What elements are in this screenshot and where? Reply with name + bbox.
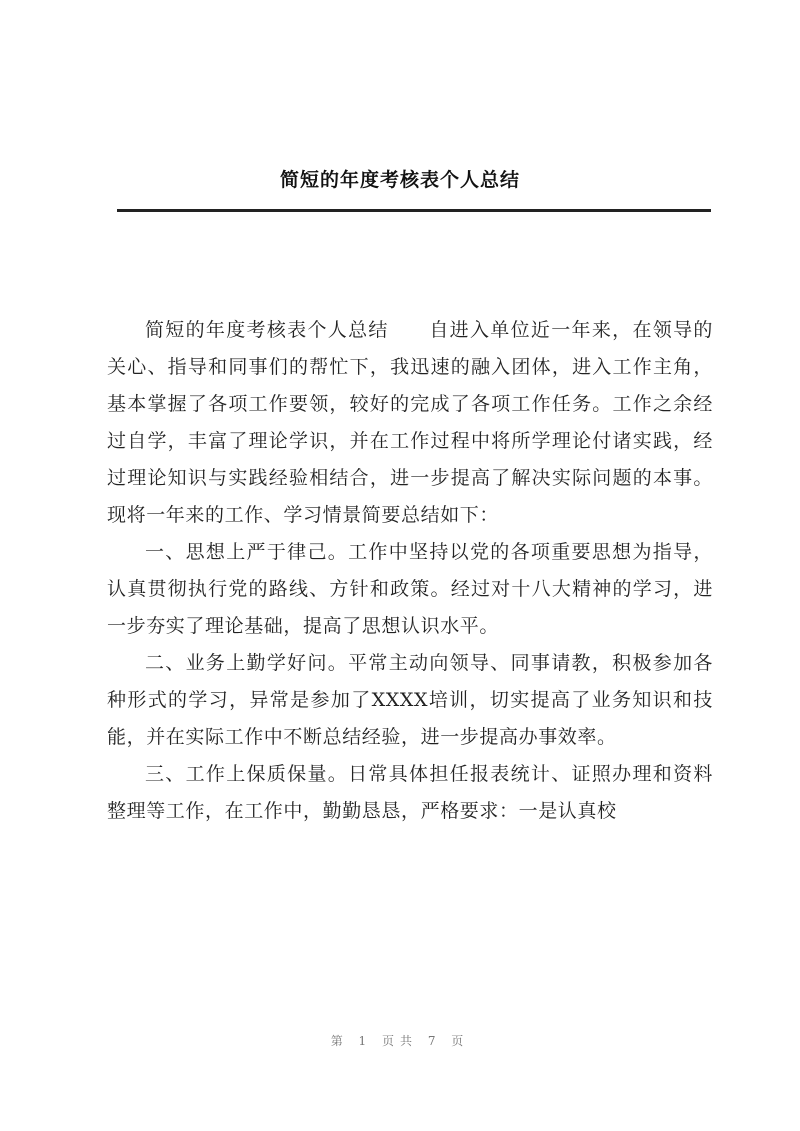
- page-number-footer: 第 1 页共 7 页: [330, 1034, 470, 1048]
- paragraph-thought: 一、思想上严于律己。工作中坚持以党的各项重要思想为指导，认真贯彻执行党的路线、方针和政策。经过对十八大精神的学习，进一步夯实了理论基础，提高了思想认识水平。: [107, 541, 713, 637]
- page-title: 简短的年度考核表个人总结: [279, 169, 520, 191]
- paragraph-work: 三、工作上保质保量。日常具体担任报表统计、证照办理和资料整理等工作，在工作中，勤勤恳恳，严格要求：一是认真校: [107, 763, 713, 822]
- paragraph-intro: 简短的年度考核表个人总结 自进入单位近一年来，在领导的关心、指导和同事们的帮忙下，我迅速的融入团体，进入工作主角，基本掌握了各项工作要领，较好的完成了各项工作任务。工作之余经过自学，丰富了理论学识，并在工作过程中将所学理论付诸实践，经过理论知识与实践经验相结合，进一步提高了解决实际问题的本事。现将一年来的工作、学习情景简要总结如下：: [107, 319, 713, 526]
- paragraph-business: 二、业务上勤学好问。平常主动向领导、同事请教，积极参加各种形式的学习，异常是参加了XXXX培训，切实提高了业务知识和技能，并在实际工作中不断总结经验，进一步提高办事效率。: [107, 652, 713, 748]
- title-divider: [117, 209, 711, 212]
- document-body: [107, 312, 713, 830]
